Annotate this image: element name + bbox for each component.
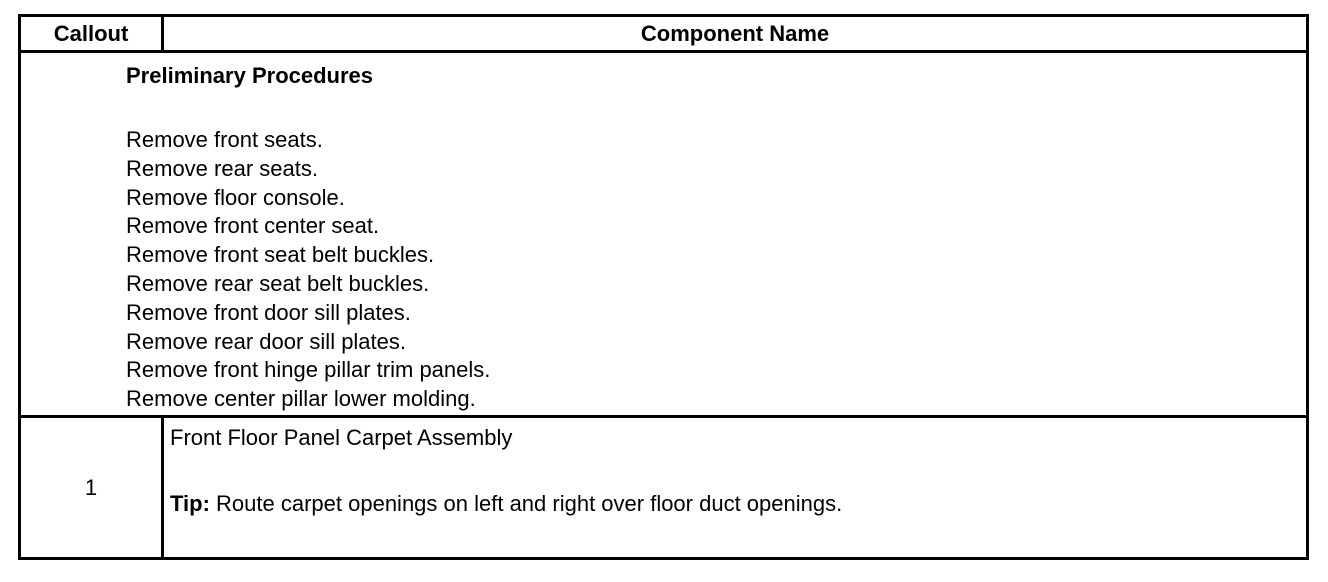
component-name-header: Component Name: [163, 16, 1308, 52]
preliminary-step: Remove floor console.: [126, 184, 345, 210]
preliminary-step: Remove center pillar lower molding.: [126, 386, 476, 412]
preliminary-row: [20, 52, 1308, 417]
preliminary-step: Remove rear seat belt buckles.: [126, 270, 430, 296]
table-header-row: [20, 16, 1308, 52]
preliminary-step: Remove front door sill plates.: [126, 299, 411, 325]
table-row: [20, 417, 1308, 559]
procedure-table: [18, 14, 1309, 560]
tip-text: [170, 490, 1306, 518]
callout-header: Callout: [20, 16, 163, 52]
preliminary-step: Remove front seats.: [126, 127, 323, 152]
preliminary-step: Remove front seat belt buckles.: [126, 242, 435, 268]
tip-label: Tip:: [170, 491, 210, 516]
preliminary-step: Remove front center seat.: [126, 213, 380, 239]
preliminary-step: Remove front hinge pillar trim panels.: [126, 357, 491, 383]
preliminary-steps-list: [126, 126, 1306, 414]
component-cell: [163, 417, 1308, 559]
callout-number: 1: [20, 417, 163, 559]
preliminary-title: Preliminary Procedures: [126, 63, 374, 88]
preliminary-step: Remove rear seats.: [126, 155, 318, 181]
preliminary-cell: [20, 52, 1308, 417]
component-name: Front Floor Panel Carpet Assembly: [170, 425, 513, 450]
tip-body: Route carpet openings on left and right over floor duct openings.: [209, 491, 843, 516]
preliminary-step: Remove rear door sill plates.: [126, 328, 407, 354]
